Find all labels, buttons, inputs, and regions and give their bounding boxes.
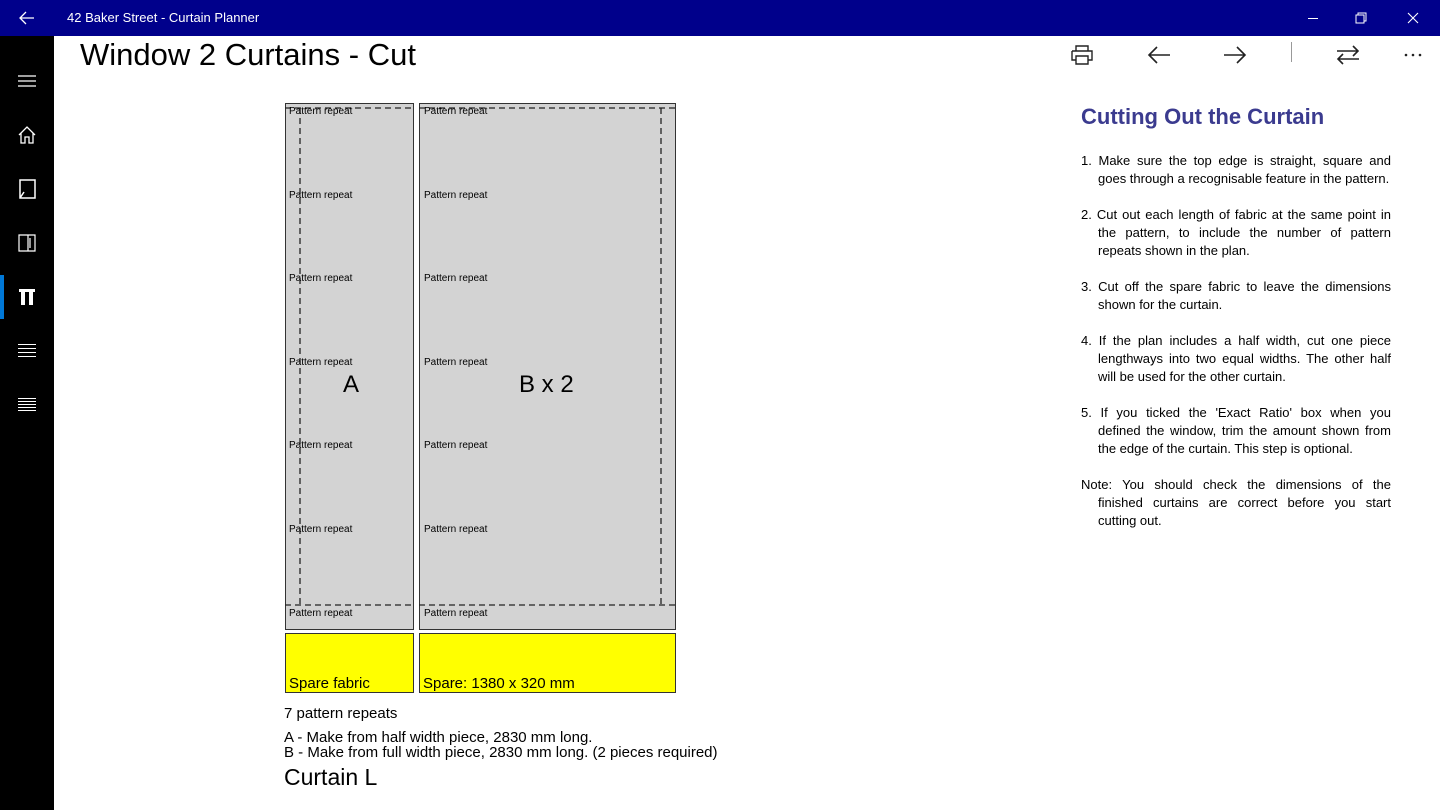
pattern-repeat-label: Pattern repeat [424,106,488,117]
nav-list-detailed[interactable] [0,383,54,427]
curtain-cut-icon [18,288,36,306]
spare-a-label: Spare fabric [289,675,370,692]
help-title: Cutting Out the Curtain [1081,104,1325,129]
close-button[interactable] [1390,0,1436,36]
print-button[interactable] [1058,36,1106,74]
nav-list[interactable] [0,329,54,373]
help-item: 2. Cut out each length of fabric at the same point in the pattern, to include the number of pattern repeats shown in the plan. [1081,207,1391,258]
pattern-repeat-label: Pattern repeat [289,608,353,619]
title-bar [0,0,1440,36]
pattern-repeat-label: Pattern repeat [289,524,353,535]
print-icon [1070,45,1094,65]
minimize-button[interactable] [1290,0,1336,36]
next-button[interactable] [1211,36,1259,74]
help-instructions [1081,152,1391,548]
piece-a-description: A - Make from half width piece, 2830 mm long. [284,729,593,746]
nav-pane [0,36,54,810]
help-item: 3. Cut off the spare fabric to leave the dimensions shown for the curtain. [1081,279,1391,312]
help-item: 1. Make sure the top edge is straight, square and goes through a recognisable feature in the pattern. [1081,153,1391,186]
minimize-icon [1307,12,1319,24]
swap-button[interactable] [1324,36,1372,74]
previous-button[interactable] [1135,36,1183,74]
curtain-side-icon [18,234,36,252]
nav-curtain-side[interactable] [0,221,54,265]
page-title: Window 2 Curtains - Cut [80,37,416,72]
nav-home[interactable] [0,113,54,157]
arrow-left-icon [1147,46,1171,64]
restore-icon [1355,12,1367,24]
arrow-right-icon [1223,46,1247,64]
pattern-repeat-label: Pattern repeat [424,608,488,619]
window-icon [18,179,36,199]
pattern-repeat-label: Pattern repeat [424,524,488,535]
pattern-repeat-label: Pattern repeat [289,190,353,201]
help-item: 4. If the plan includes a half width, cut one piece lengthways into two equal widths. The other half will be used for the other curtain. [1081,333,1391,384]
nav-window[interactable] [0,167,54,211]
pattern-repeat-label: Pattern repeat [424,357,488,368]
pattern-repeat-label: Pattern repeat [289,273,353,284]
list-icon [18,343,36,359]
help-note: Note: You should check the dimensions of the finished curtains are correct before you start cutting out. [1081,477,1391,528]
more-icon [1403,52,1423,58]
home-icon [18,126,36,144]
pattern-repeat-label: Pattern repeat [424,273,488,284]
nav-selection-indicator [0,275,4,319]
panel-a-letter: A [343,371,360,398]
pattern-repeat-label: Pattern repeat [424,190,488,201]
nav-curtain-cut[interactable] [0,275,54,319]
curtain-label: Curtain L [284,764,378,790]
swap-icon [1335,45,1361,65]
panel-b-letter: B x 2 [519,371,574,398]
back-button[interactable] [0,0,54,36]
menu-icon [18,74,36,88]
close-icon [1407,12,1419,24]
help-item: 5. If you ticked the 'Exact Ratio' box when you defined the window, trim the amount shown from the edge of the curtain. This step is optional. [1081,405,1391,456]
piece-b-description: B - Make from full width piece, 2830 mm long. (2 pieces required) [284,744,718,761]
nav-menu-button[interactable] [0,59,54,103]
more-button[interactable] [1389,36,1437,74]
back-arrow-icon [19,11,35,25]
spare-b-label: Spare: 1380 x 320 mm [423,675,575,692]
restore-button[interactable] [1338,0,1384,36]
window-title: 42 Baker Street - Curtain Planner [67,10,260,25]
list-detailed-icon [18,397,36,413]
toolbar-separator [1291,42,1292,62]
pattern-repeat-label: Pattern repeat [289,440,353,451]
repeat-count: 7 pattern repeats [284,705,398,722]
pattern-repeat-label: Pattern repeat [424,440,488,451]
pattern-repeat-label: Pattern repeat [289,357,353,368]
pattern-repeat-label: Pattern repeat [289,106,353,117]
